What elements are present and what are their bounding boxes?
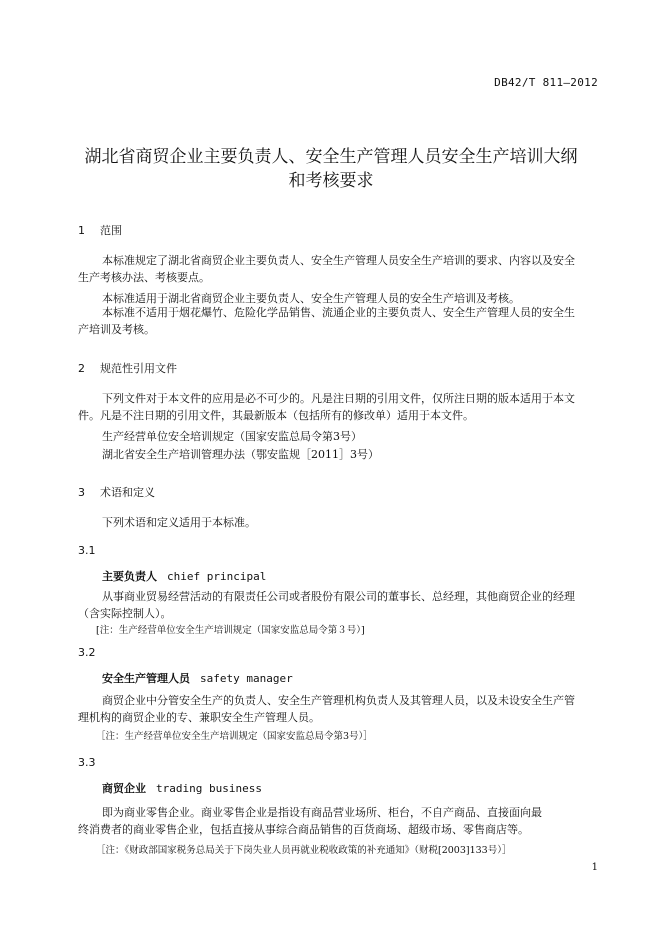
page-number: 1 bbox=[591, 862, 598, 873]
term-3-1-definition bbox=[78, 588, 600, 622]
reference-item-1: 生产经营单位安全培训规定（国家安监总局令第3号） bbox=[102, 430, 362, 443]
document-title-line1: 湖北省商贸企业主要负责人、安全生产管理人员安全生产培训大纲 bbox=[84, 147, 578, 167]
text-line: 产培训及考核。 bbox=[78, 323, 155, 336]
text-line: 件。凡是不注日期的引用文件，其最新版本（包括所有的修改单）适用于本文件。 bbox=[78, 409, 474, 422]
text-line: 从事商业贸易经营活动的有限责任公司或者股份有限公司的董事长、总经理，其他商贸企业的经理 bbox=[102, 590, 575, 603]
term-english: safety manager bbox=[200, 672, 293, 685]
standard-code: DB42/T 811—2012 bbox=[494, 76, 598, 89]
term-3-1-note: [注：生产经营单位安全生产培训规定（国家安监总局令第３号）] bbox=[96, 625, 365, 636]
term-chinese: 主要负责人 bbox=[102, 570, 157, 583]
text-line: 理机构的商贸企业的专、兼职安全生产管理人员。 bbox=[78, 711, 320, 724]
text-line: 生产考核办法、考核要点。 bbox=[78, 271, 210, 284]
section-2-heading bbox=[78, 360, 177, 376]
text-line: 商贸企业中分管安全生产的负责人、安全生产管理机构负责人及其管理人员，以及未设安全生产管 bbox=[102, 694, 575, 707]
text-line: 本标准不适用于烟花爆竹、危险化学品销售、流通企业的主要负责人、安全生产管理人员的安全生 bbox=[102, 306, 575, 319]
term-chinese: 商贸企业 bbox=[102, 782, 146, 795]
term-3-2-number: 3.2 bbox=[78, 646, 96, 659]
text-line: 下列文件对于本文件的应用是必不可少的。凡是注日期的引用文件，仅所注日期的版本适用于本文 bbox=[102, 392, 575, 405]
section-title: 范围 bbox=[100, 224, 122, 237]
section-1-paragraph-1 bbox=[78, 252, 600, 286]
term-english: chief principal bbox=[167, 570, 267, 583]
term-chinese: 安全生产管理人员 bbox=[102, 672, 190, 685]
section-number: 3 bbox=[78, 486, 85, 499]
section-3-intro: 下列术语和定义适用于本标准。 bbox=[102, 516, 256, 529]
term-3-1-number: 3.1 bbox=[78, 544, 96, 557]
section-number: 2 bbox=[78, 362, 85, 375]
text-line: 终消费者的商业零售企业，包括直接从事综合商品销售的百货商场、超级市场、零售商店等。 bbox=[78, 823, 529, 836]
text-line: 本标准规定了湖北省商贸企业主要负责人、安全生产管理人员安全生产培训的要求、内容以及安全 bbox=[102, 254, 575, 267]
term-english: trading business bbox=[156, 782, 262, 795]
section-3-heading bbox=[78, 484, 155, 500]
reference-item-2: 湖北省安全生产培训管理办法（鄂安监规［2011］3号） bbox=[102, 448, 379, 461]
term-3-2-definition bbox=[78, 692, 600, 726]
term-3-3-definition bbox=[78, 804, 600, 838]
text-line: （含实际控制人）。 bbox=[78, 607, 172, 620]
term-3-1-title bbox=[102, 568, 266, 584]
text-line: 即为商业零售企业。商业零售企业是指设有商品营业场所、柜台，不自产商品、直接面向最 bbox=[102, 806, 542, 819]
section-1-heading bbox=[78, 222, 122, 238]
term-3-3-note: ［注：《财政部国家税务总局关于下岗失业人员再就业税收政策的补充通知》（财税[2003]133号）］ bbox=[96, 845, 512, 856]
section-title: 规范性引用文件 bbox=[100, 362, 177, 375]
section-title: 术语和定义 bbox=[100, 486, 155, 499]
section-2-paragraph-1 bbox=[78, 390, 600, 424]
document-title-line2: 和考核要求 bbox=[288, 171, 374, 191]
term-3-2-title bbox=[102, 670, 293, 686]
term-3-2-note: ［注：生产经营单位安全生产培训规定（国家安监总局令第3号）］ bbox=[96, 731, 373, 742]
term-3-3-title bbox=[102, 780, 262, 796]
section-1-paragraph-3 bbox=[78, 304, 600, 338]
section-1-paragraph-2: 本标准适用于湖北省商贸企业主要负责人、安全生产管理人员的安全生产培训及考核。 bbox=[102, 292, 520, 305]
section-number: 1 bbox=[78, 224, 85, 237]
term-3-3-number: 3.3 bbox=[78, 756, 96, 769]
